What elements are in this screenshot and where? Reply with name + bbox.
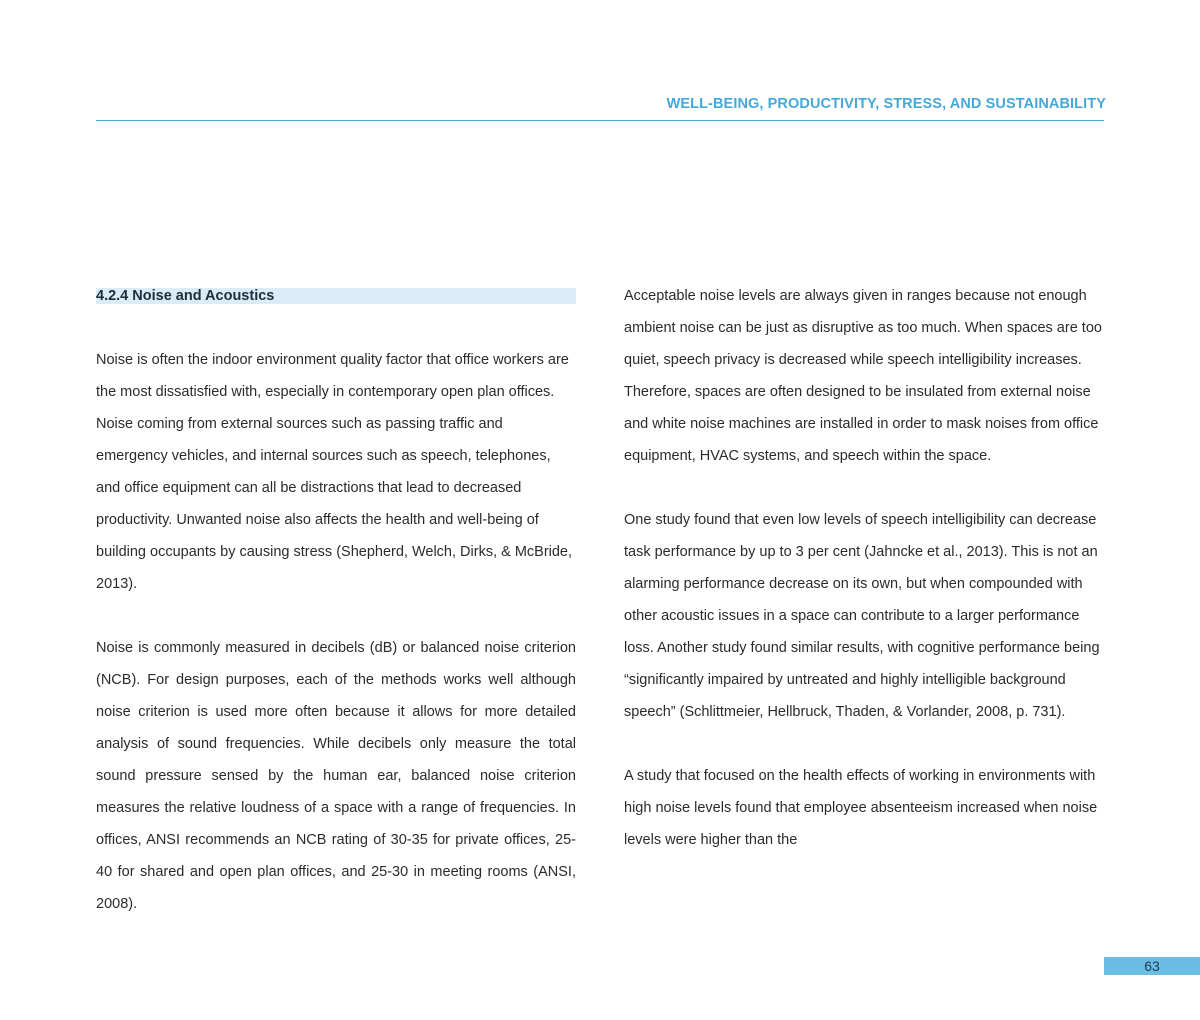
right-paragraph-2: One study found that even low levels of speech intelligibility can decrease task performance by up to 3 per cent (Jahncke et al., 2013). This is not an alarming performance decrease on its own, but when compounded with other acoustic issues in a space can contribute to a larger performance loss. Another study found similar results, with cognitive performance being “significantly impaired by untreated and highly intelligible background speech” (Schlittmeier, Hellbruck, Thaden, & Vorlander, 2008, p. 731). xyxy=(624,512,1100,720)
left-paragraph-1: Noise is often the indoor environment quality factor that office workers are the most dissatisfied with, especially in contemporary open plan offices. Noise coming from external sources such as passing traffic and emergency vehicles, and internal sources such as speech, telephones, and office equipment can all be distractions that lead to decreased productivity. Unwanted noise also affects the health and well-being of building occupants by causing stress (Shepherd, Welch, Dirks, & McBride, 2013). xyxy=(96,352,573,592)
right-paragraph-1: Acceptable noise levels are always given in ranges because not enough ambient noise can be just as disruptive as too much. When spaces are too quiet, speech privacy is decreased while speech intelligibility increases. Therefore, spaces are often designed to be insulated from external noise and white noise machines are installed in order to mask noises from office equipment, HVAC systems, and speech within the space. xyxy=(624,288,1102,464)
right-column xyxy=(624,280,1108,856)
running-header-title: WELL-BEING, PRODUCTIVITY, STRESS, AND SUSTAINABILITY xyxy=(666,96,1106,112)
section-heading: 4.2.4 Noise and Acoustics xyxy=(96,288,576,304)
paragraph-gap xyxy=(624,472,1108,504)
page-number: 63 xyxy=(1104,957,1200,975)
header-rule xyxy=(96,120,1104,121)
right-paragraph-3: A study that focused on the health effects of working in environments with high noise levels found that employee absenteeism increased when noise levels were higher than the xyxy=(624,768,1098,848)
paragraph-gap xyxy=(96,600,576,632)
paragraph-gap xyxy=(624,728,1108,760)
left-column xyxy=(96,280,576,920)
left-paragraph-2: Noise is commonly measured in decibels (dB) or balanced noise criterion (NCB). For design purposes, each of the methods works well although noise criterion is used more often because it allows for more detailed analysis of sound frequencies. While decibels only measure the total sound pressure sensed by the human ear, balanced noise criterion measures the relative loudness of a space with a range of frequencies. In offices, ANSI recommends an NCB rating of 30-35 for private offices, 25-40 for shared and open plan offices, and 25-30 in meeting rooms (ANSI, 2008). xyxy=(96,640,576,912)
